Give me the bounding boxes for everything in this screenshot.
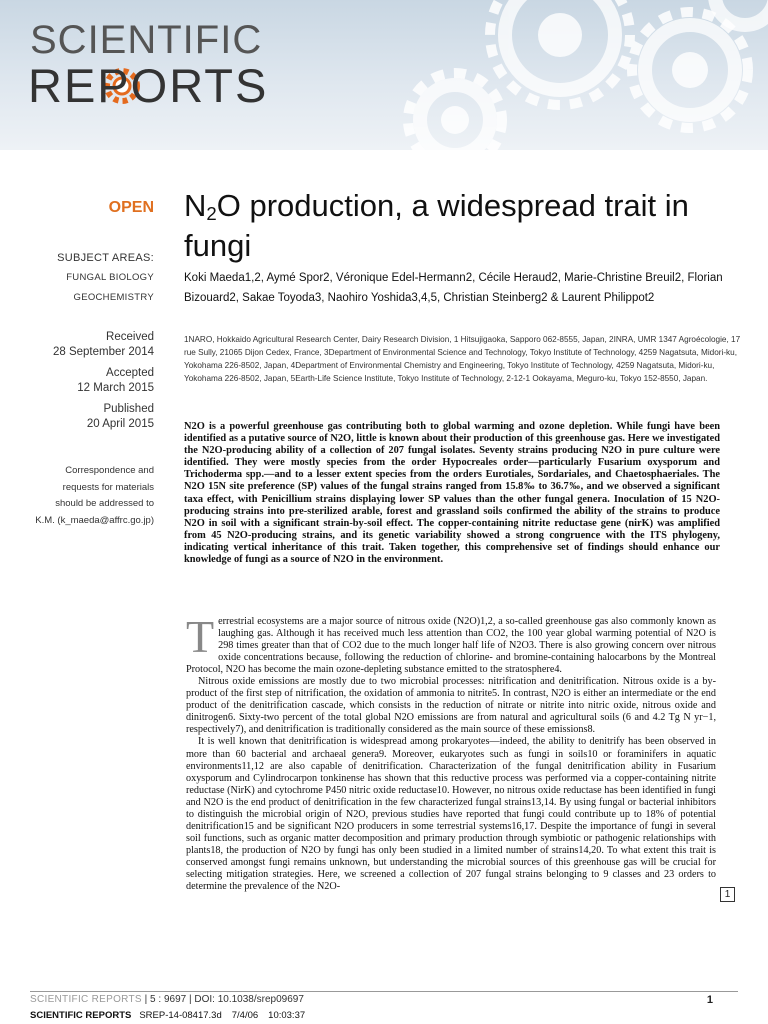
subject-area-item[interactable]: GEOCHEMISTRY: [73, 292, 154, 303]
published-label: Published: [103, 403, 154, 415]
build-date: 7/4/06: [231, 1010, 259, 1021]
subject-areas-title: SUBJECT AREAS:: [57, 252, 154, 264]
subject-area-item[interactable]: FUNGAL BIOLOGY: [66, 272, 154, 283]
article-body: [186, 611, 716, 893]
accepted-label: Accepted: [106, 367, 154, 379]
open-access-label: OPEN: [108, 199, 154, 216]
article-dates: [53, 330, 154, 432]
abstract: N2O is a powerful greenhouse gas contributing both to global warming and ozone depletion. While fungi have been identified as a putative source of N2O, little is known about their production of this greenhouse gas. Here we investigated the N2O-producing ability of a collection of 207 fungal isolates. Seventy strains producing N2O in pure culture were identified. They were mostly species from the order Hypocreales order—particularly Fusarium oxysporum and Trichoderma spp.—and to a lesser extent species from the orders Eurotiales, Sordariales, and Chaetosphaeriales. The N2O 15N site preference (SP) values of the fungal strains ranged from 15.8‰ to 36.7‰, and we observed a significant taxa effect, with Penicillium strains displaying lower SP values than the other fungal genera. Inoculation of 15 N2O-producing strains into pre-sterilized arable, forest and grassland soils confirmed the ability of the strains to produce N2O in soil with a significant strain-by-soil effect. The copper-containing nitrite reductase gene (nirK) was amplified from 45 N2O-producing strains, and its genetic variability showed a strong congruence with the ITS phylogeny, indicating vertical inheritance of this trait. Taken together, this comprehensive set of findings should enhance our knowledge of fungi as a source of N2O in the environment.: [184, 421, 720, 566]
affiliations: 1NARO, Hokkaido Agricultural Research Center, Dairy Research Division, 1 Hitsujigaoka, Sapporo 062-8555, Japan, 2INRA, UMR 1347 Agroécologie, 17 rue Sully, 21065 Dijon Cedex, France, 3Department of Environmental Science and Technology, Tokyo Institute of Technology, 4259 Nagatsuta, Midori-ku, Yokohama 226-8502, Japan, 4Department of Environmental Chemistry and Engineering, Tokyo Institute of Technology, 4259 Nagatsuta, Midori-ku, Yokohama 226-8502, Japan, 5Earth-Life Science Institute, Tokyo Institute of Technology, 2-12-1 Ookayama, Meguro-ku, Tokyo 152-8550, Japan.: [184, 335, 741, 383]
author-list: Koki Maeda1,2, Aymé Spor2, Véronique Edel-Hermann2, Cécile Heraud2, Marie-Christine Breuil2, Florian Bizouard2, Sakae Toyoda3, Naohiro Yoshida3,4,5, Christian Steinberg2 & Laurent Philippot2: [184, 272, 723, 304]
footer-build-info: [30, 1010, 315, 1021]
footer-citation: [30, 994, 304, 1005]
paragraph-1-text: errestrial ecosystems are a major source of nitrous oxide (N2O)1,2, a so-called greenhouse gas also commonly known as laughing gas. Although it has received much less attention than CO2, the 100 year global warming potential of N2O is 298 times greater than that of CO2 due to the much longer half life of N2O3. There is also growing concern over nitrous oxide concentrations because, following the reduction of chlorine- and bromine-containing halocarbons by the Montreal Protocol, N2O has become the main ozone-depleting substance emitted to the stratosphere4.: [186, 616, 716, 676]
page-marker: 1: [720, 887, 735, 902]
build-journal: SCIENTIFIC REPORTS: [30, 1010, 132, 1021]
title-pre: N: [184, 188, 207, 223]
footer-divider: [30, 991, 738, 992]
title-subscript: 2: [206, 203, 217, 224]
build-time: 10:03:37: [268, 1010, 306, 1021]
build-code: SREP-14-08417.3d: [139, 1010, 222, 1021]
footer-journal-name: SCIENTIFIC REPORTS: [30, 994, 142, 1005]
body-paragraph: Nitrous oxide emissions are mostly due to two microbial processes: nitrification and denitrification. Nitrous oxide is a by-product of the first step of nitrification, the oxidation of ammonia to nitrite5. In contrast, N2O is either an intermediate or the end product of the denitrification cascade, which consists in the reduction of nitrate or nitrite into nitric oxide, nitrous oxide and dinitrogen6. Sixty-two percent of the total global N2O emissions are from natural and agricultural soils (6 and 4.2 Tg N yr−1, respectively7), and denitrification is traditionally considered as the main source of these emissions8.: [186, 676, 716, 736]
published-date: 20 April 2015: [86, 418, 154, 430]
body-paragraph: [186, 611, 716, 676]
drop-cap: T: [186, 611, 215, 662]
received-date: 28 September 2014: [52, 346, 154, 358]
journal-brand-line2: REPORTS: [28, 59, 269, 112]
body-paragraph: It is well known that denitrification is widespread among prokaryotes—indeed, the ability to denitrify has been observed in more than 60 bacterial and archaeal genera9. Moreover, eukaryotes such as fungi in soils10 or foraminifers in aquatic environments11,12 are also capable of denitrification. Characterization of the fungal denitrification ability in Fusarium oxysporum and Cylindrocarpon tonkinense has shown that this reductive process was performed via a copper-containing nitrite reductase (NirK) and cytochrome P450 nitric oxide reductase10. However, no nitrous oxide reductase has been identified in fungi and N2O is the end product of denitrification in the few characterized fungal strains13,14. By using fungal or bacterial inhibitors to distinguish the microbial origin of N2O, previous studies have reported that fungi could contribute up to 18% of potential denitrification15 and be significant N2O producers in some terrestrial systems16,17. Despite the importance of fungi in several soil functions, such as organic matter decomposition and primary production through symbiotic or pathogenic relationships with plants18, the production of N2O by fungi has only been studied in a limited number of strains14,20. To what extent this trait is conserved amongst fungi remains unknown, but understanding the microbial sources of this greenhouse gas will be crucial for selecting mitigation strategies. Here, we screened a collection of 207 fungal strains belonging to 9 classes and 23 orders to determine the prevalence of the N2O-: [186, 736, 716, 893]
journal-banner: [0, 0, 768, 150]
accepted-date: 12 March 2015: [77, 382, 154, 394]
correspondence-note: Correspondence and requests for materials should be addressed to K.M. (k_maeda@affrc.go.jp): [35, 465, 154, 526]
footer-doi[interactable]: | 5 : 9697 | DOI: 10.1038/srep09697: [141, 994, 304, 1005]
received-label: Received: [106, 331, 154, 343]
article-title: [184, 186, 744, 266]
footer-page-number: 1: [706, 994, 713, 1006]
title-post: O production, a widespread trait in fungi: [184, 188, 689, 263]
journal-brand-line1: SCIENTIFIC: [30, 18, 263, 62]
